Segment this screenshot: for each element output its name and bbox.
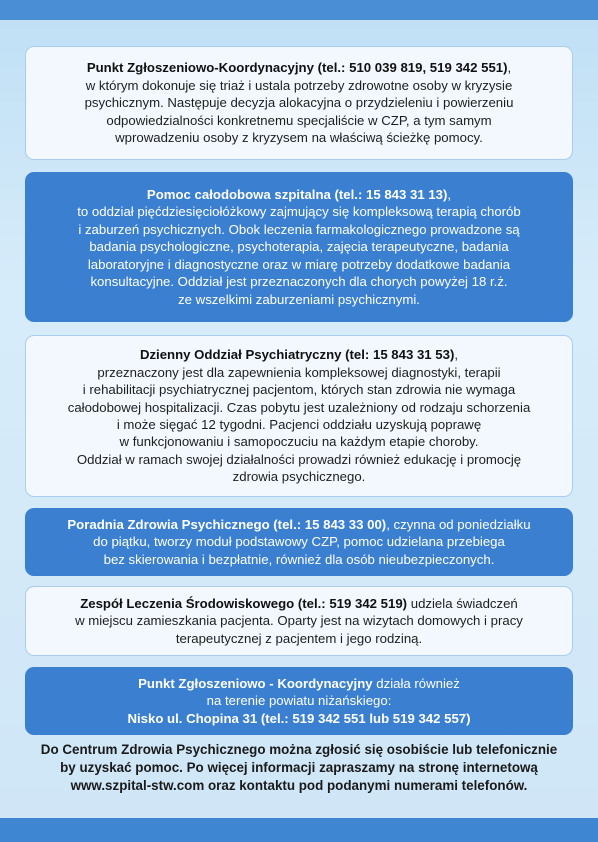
card-text-line	[38, 533, 560, 550]
card-text-line	[38, 516, 560, 533]
card-text-line	[38, 675, 560, 692]
card-text: w którym dokonuje się triaż i ustala potrzeby zdrowotne osoby w kryzysie	[85, 77, 513, 93]
card-text-line	[38, 112, 560, 129]
card-text-line	[38, 468, 560, 485]
card-text-line	[38, 129, 560, 146]
card-poradnia	[25, 508, 573, 576]
card-text: ,	[507, 60, 512, 76]
card-text-line	[38, 381, 560, 398]
card-text: udziela świadczeń	[407, 595, 518, 611]
card-zespol-srodowiskowy	[25, 586, 573, 656]
card-text: i rehabilitacji psychiatrycznej pacjentom, których stan zdrowia nie wymaga	[82, 382, 516, 398]
card-text: całodobowej hospitalizacji. Czas pobytu jest uzależniony od rodzaju schorzenia	[67, 399, 531, 415]
card-text-line	[38, 595, 560, 612]
card-text-line	[38, 221, 560, 238]
card-heading: Punkt Zgłoszeniowo-Koordynacyjny (tel.: 510 039 819, 519 342 551)	[86, 60, 508, 76]
card-text: , czynna od poniedziałku	[386, 516, 531, 532]
card-text-line	[38, 203, 560, 220]
card-heading: Poradnia Zdrowia Psychicznego (tel.: 15 843 33 00)	[67, 516, 387, 532]
card-heading: Nisko ul. Chopina 31 (tel.: 519 342 551 lub 519 342 557)	[127, 710, 471, 726]
card-text: terapeutycznej z pacjentem i jego rodziną.	[175, 630, 423, 646]
card-text-line	[38, 291, 560, 308]
card-text-line	[38, 612, 560, 629]
card-text: ,	[447, 187, 452, 203]
card-heading: Zespół Leczenia Środowiskowego (tel.: 519 342 519)	[80, 595, 408, 611]
card-text-line	[38, 273, 560, 290]
card-text: odpowiedzialności konkretnemu specjaliście w CZP, a tym samym	[106, 112, 492, 128]
card-punkt-nisko	[25, 667, 573, 735]
card-pomoc-szpitalna	[25, 172, 573, 322]
card-heading: Pomoc całodobowa szpitalna (tel.: 15 843 31 13)	[146, 187, 448, 203]
card-text-line	[38, 59, 560, 76]
card-text-line	[38, 94, 560, 111]
card-text: i zaburzeń psychicznych. Obok leczenia farmakologicznego prowadzone są	[78, 221, 520, 237]
card-text: ze wszelkimi zaburzeniami psychicznymi.	[178, 291, 420, 307]
card-text: przeznaczony jest dla zapewnienia kompleksowej diagnostyki, terapii	[97, 364, 501, 380]
card-text: w funkcjonowaniu i samopoczuciu na każdym etapie choroby.	[119, 434, 479, 450]
card-punkt-zgloszeniowy	[25, 46, 573, 160]
card-text: na terenie powiatu niżańskiego:	[206, 693, 392, 709]
card-text-line	[38, 692, 560, 709]
card-text: Oddział w ramach swojej działalności prowadzi również edukację i promocję	[76, 451, 522, 467]
card-heading: Punkt Zgłoszeniowo - Koordynacyjny	[138, 675, 373, 691]
card-text: w miejscu zamieszkania pacjenta. Oparty jest na wizytach domowych i pracy	[75, 613, 523, 629]
card-heading: Dzienny Oddział Psychiatryczny (tel: 15 843 31 53)	[139, 347, 455, 363]
card-text: do piątku, tworzy moduł podstawowy CZP, pomoc udzielana przebiega	[93, 534, 505, 550]
footer-line: www.szpital-stw.com oraz kontaktu pod podanymi numerami telefonów.	[70, 778, 528, 793]
card-text: konsultacyjne. Oddział jest przeznaczonych dla chorych powyżej 18 r.ż.	[90, 274, 508, 290]
card-text-line	[38, 77, 560, 94]
card-text: i może sięgać 12 tygodni. Pacjenci oddziału uzyskują poprawę	[116, 417, 482, 432]
footer-line: by uzyskać pomoc. Po więcej informacji zapraszamy na stronę internetową	[60, 760, 538, 775]
card-text: bez skierowania i bezpłatnie, również dla osób nieubezpieczonych.	[103, 551, 495, 567]
card-text: zdrowia psychicznego.	[232, 469, 366, 485]
card-text-line	[38, 346, 560, 363]
card-text: ,	[454, 347, 459, 363]
card-text-line	[38, 710, 560, 727]
card-text-line	[38, 364, 560, 381]
card-text-line	[38, 416, 560, 433]
card-text-line	[38, 551, 560, 568]
card-text: działa również	[372, 675, 460, 691]
card-text-line	[38, 238, 560, 255]
card-text-line	[38, 186, 560, 203]
card-text-line	[38, 433, 560, 450]
card-text-line	[38, 451, 560, 468]
footer-note	[25, 741, 573, 795]
bottom-decorative-bar	[0, 818, 598, 842]
card-text: laboratoryjne i diagnostyczne oraz w miarę potrzeby dodatkowe badania	[87, 256, 511, 272]
card-text: badania psychologiczne, psychoterapia, zajęcia terapeutyczne, badania	[89, 239, 509, 255]
footer-line: Do Centrum Zdrowia Psychicznego można zgłosić się osobiście lub telefonicznie	[40, 742, 558, 757]
card-dzienny-oddzial	[25, 335, 573, 497]
card-text: to oddział pięćdziesięciołóżkowy zajmujący się kompleksową terapią chorób	[77, 204, 521, 220]
top-decorative-bar	[0, 0, 598, 20]
card-text-line	[38, 399, 560, 416]
card-text: wprowadzeniu osoby z kryzysem na właściwą ścieżkę pomocy.	[115, 130, 483, 146]
card-text-line	[38, 630, 560, 647]
card-text: psychicznym. Następuje decyzja alokacyjna o przydzieleniu i powierzeniu	[84, 95, 514, 111]
card-text-line	[38, 256, 560, 273]
